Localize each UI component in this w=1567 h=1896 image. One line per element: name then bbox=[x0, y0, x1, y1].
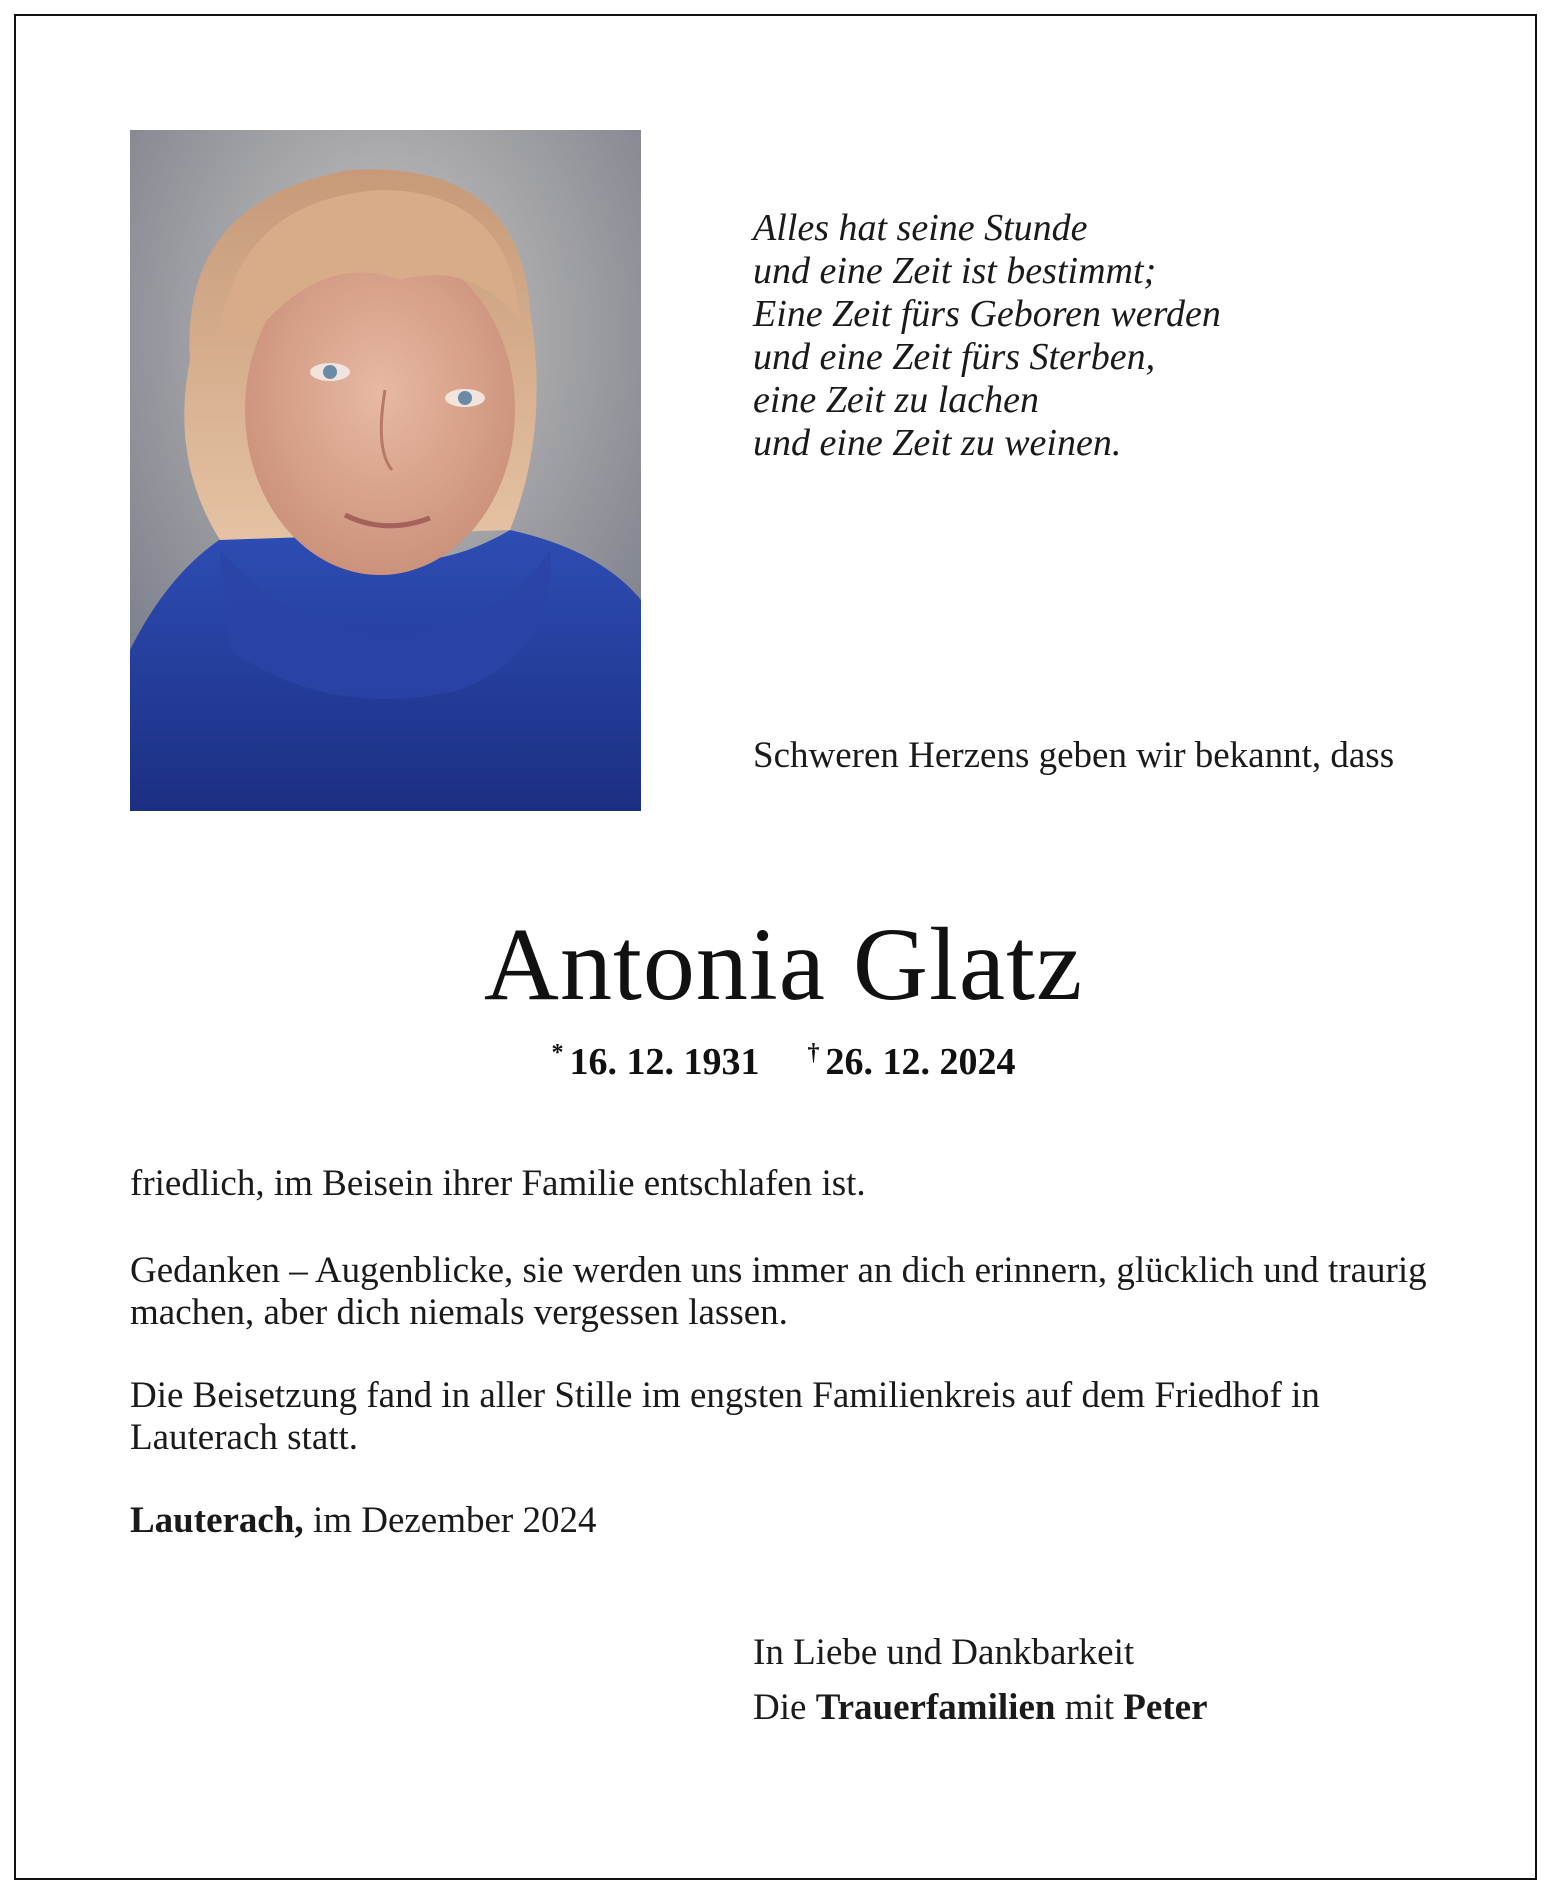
poem-line: eine Zeit zu lachen bbox=[753, 379, 1039, 421]
poem-line: Alles hat seine Stunde bbox=[753, 207, 1088, 249]
closing-pre: Die bbox=[753, 1687, 807, 1728]
closing bbox=[753, 1625, 1208, 1735]
deceased-name: Antonia Glatz bbox=[483, 907, 1084, 1022]
place-date-line bbox=[130, 1500, 597, 1542]
poem-line: und eine Zeit ist bestimmt; bbox=[753, 250, 1157, 292]
body-paragraph-1: friedlich, im Beisein ihrer Familie entschlafen ist. bbox=[130, 1163, 866, 1204]
poem bbox=[753, 207, 1221, 465]
life-dates bbox=[0, 1040, 1567, 1084]
death-date: 26. 12. 2024 bbox=[825, 1041, 1016, 1083]
body-paragraph-2: Gedanken – Augenblicke, sie werden uns immer an dich erinnern, glücklich und traurig machen, aber dich niemals vergessen lassen. bbox=[130, 1250, 1427, 1333]
birth-symbol: * bbox=[551, 1040, 564, 1066]
date: im Dezember 2024 bbox=[312, 1500, 597, 1541]
portrait-photo bbox=[130, 130, 641, 811]
closing-line-1: In Liebe und Dankbarkeit bbox=[753, 1632, 1135, 1673]
poem-line: und eine Zeit fürs Sterben, bbox=[753, 336, 1156, 378]
intro-text: Schweren Herzens geben wir bekannt, dass bbox=[753, 735, 1395, 776]
poem-line: und eine Zeit zu weinen. bbox=[753, 422, 1122, 464]
place: Lauterach, bbox=[130, 1500, 304, 1541]
body-paragraph-3: Die Beisetzung fand in aller Stille im engsten Familienkreis auf dem Friedhof in Lauterach statt. bbox=[130, 1375, 1320, 1458]
closing-families: Trauerfamilien bbox=[815, 1687, 1056, 1728]
death-symbol: † bbox=[807, 1040, 820, 1066]
birth-date: 16. 12. 1931 bbox=[569, 1041, 760, 1083]
closing-mid: mit bbox=[1064, 1687, 1115, 1728]
poem-line: Eine Zeit fürs Geboren werden bbox=[753, 293, 1221, 335]
closing-line-2 bbox=[753, 1680, 1208, 1735]
closing-name: Peter bbox=[1123, 1687, 1208, 1728]
